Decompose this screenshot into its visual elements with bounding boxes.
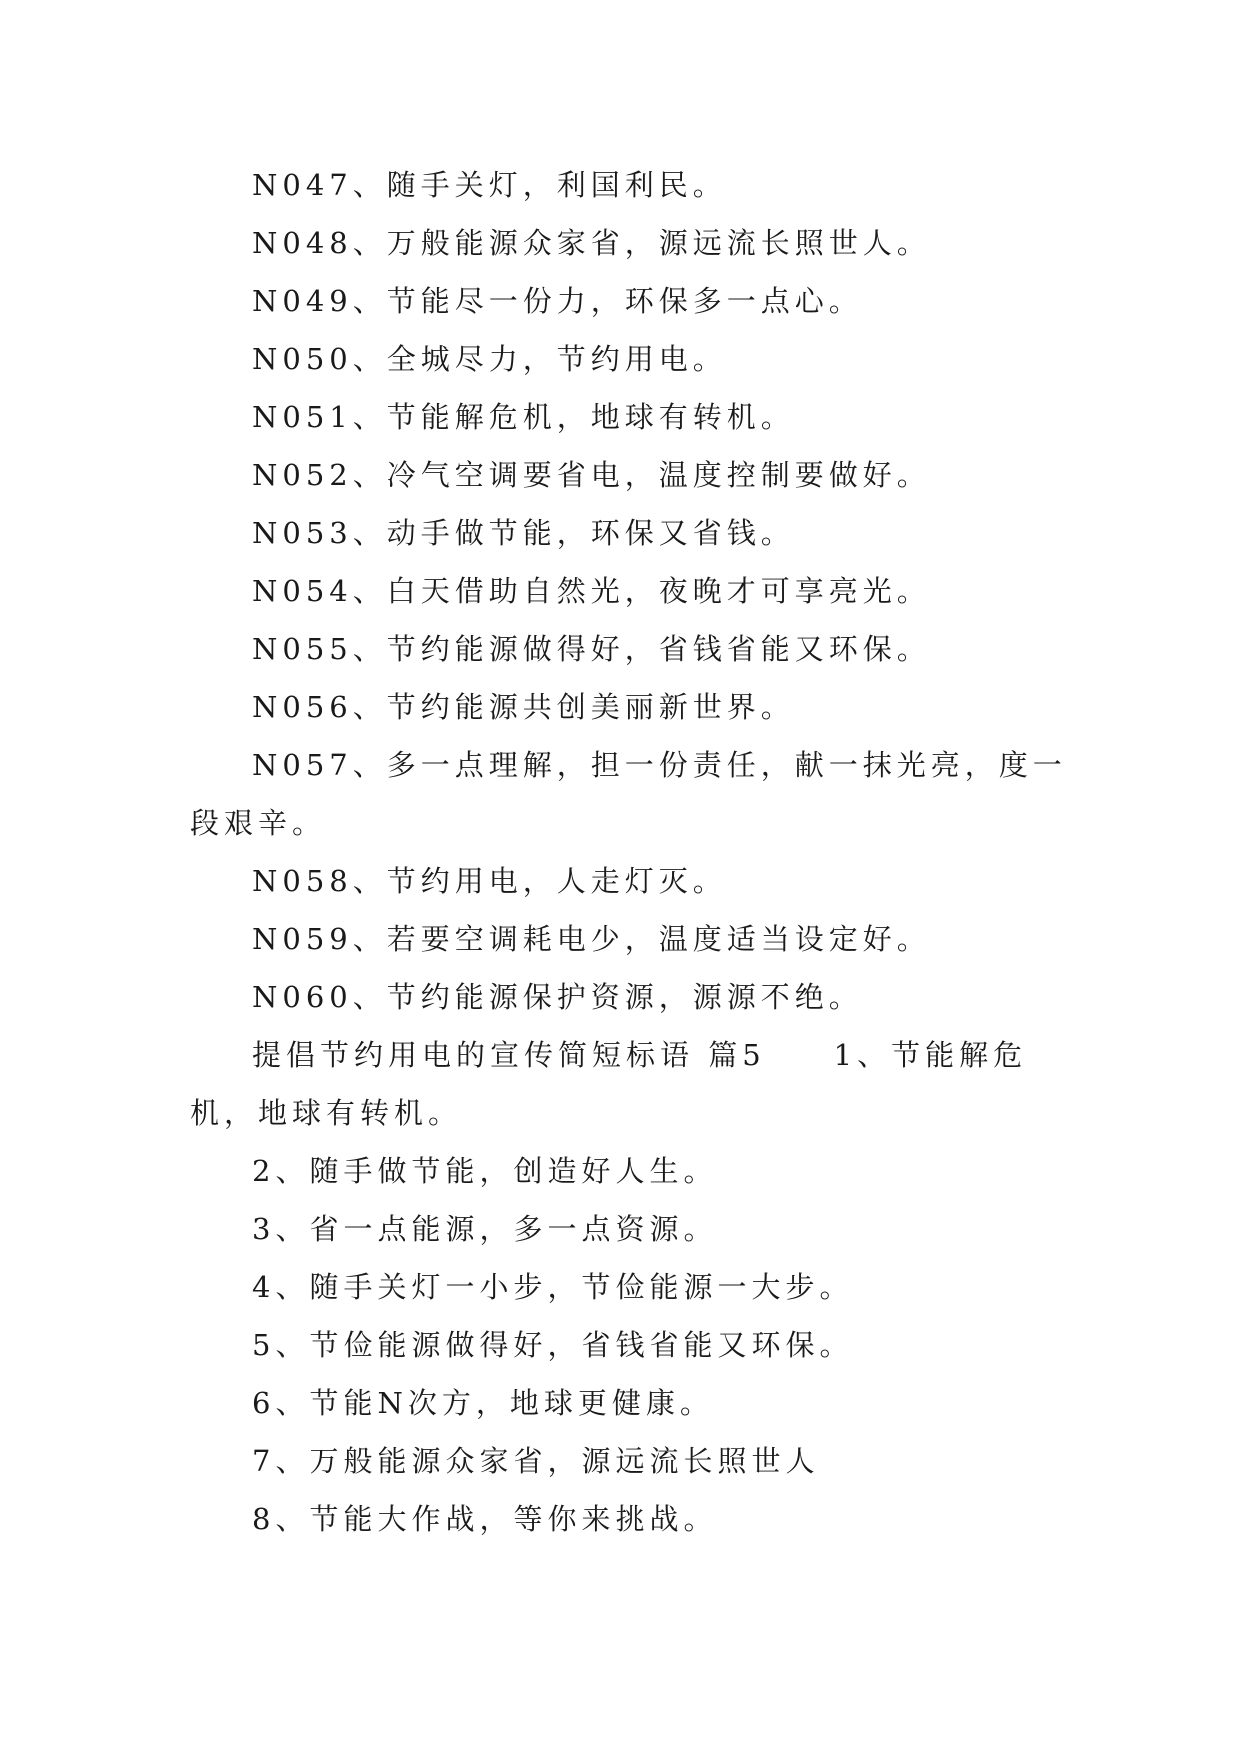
section-heading-paragraph: 提倡节约用电的宣传简短标语 篇5 1、节能解危机，地球有转机。 (190, 1038, 1028, 1130)
paragraph: N049、节能尽一份力，环保多一点心。 (252, 284, 863, 318)
paragraph: N050、全城尽力，节约用电。 (252, 342, 727, 376)
paragraph: 2、随手做节能，创造好人生。 (252, 1154, 718, 1188)
paragraph: 5、节俭能源做得好，省钱省能又环保。 (252, 1328, 854, 1362)
paragraph: N048、万般能源众家省，源远流长照世人。 (252, 226, 931, 260)
paragraph: N055、节约能源做得好，省钱省能又环保。 (252, 632, 931, 666)
paragraph: 8、节能大作战，等你来挑战。 (252, 1502, 718, 1536)
paragraph: 3、省一点能源，多一点资源。 (252, 1212, 718, 1246)
paragraph: N056、节约能源共创美丽新世界。 (252, 690, 795, 724)
paragraph: N054、白天借助自然光，夜晚才可享亮光。 (252, 574, 931, 608)
paragraph: 4、随手关灯一小步，节俭能源一大步。 (252, 1270, 854, 1304)
paragraph: N058、节约用电，人走灯灭。 (252, 864, 727, 898)
paragraph: N052、冷气空调要省电，温度控制要做好。 (252, 458, 931, 492)
paragraph: 6、节能N次方，地球更健康。 (252, 1386, 714, 1420)
paragraph: 7、万般能源众家省，源远流长照世人 (252, 1444, 820, 1478)
document-body (190, 156, 1070, 1548)
paragraph: N060、节约能源保护资源，源源不绝。 (252, 980, 863, 1014)
paragraph: N057、多一点理解，担一份责任，献一抹光亮，度一段艰辛。 (190, 748, 1067, 840)
paragraph: N053、动手做节能，环保又省钱。 (252, 516, 795, 550)
paragraph: N059、若要空调耗电少，温度适当设定好。 (252, 922, 931, 956)
paragraph: N047、随手关灯，利国利民。 (252, 168, 727, 202)
paragraph: N051、节能解危机，地球有转机。 (252, 400, 795, 434)
